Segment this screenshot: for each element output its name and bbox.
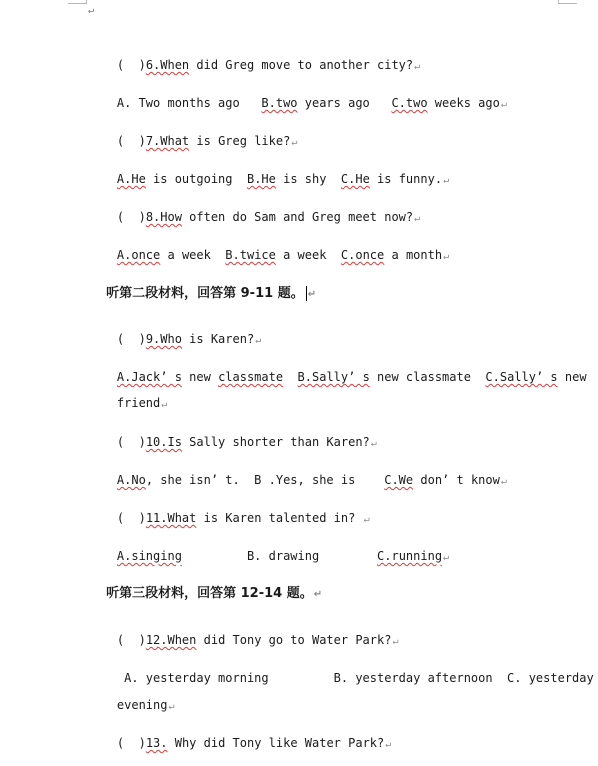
paragraph-mark-icon: ↵ bbox=[443, 175, 450, 186]
paragraph-mark-icon: ↵ bbox=[307, 289, 317, 300]
paragraph-mark-icon: ↵ bbox=[255, 335, 262, 346]
paragraph-mark-icon: ↵ bbox=[291, 137, 298, 148]
margin-corner-top-right bbox=[558, 0, 577, 4]
question-11-options: A.singing B. drawing C.running↵ bbox=[116, 549, 450, 563]
margin-corner-top-left bbox=[68, 0, 87, 4]
question-8: ( )8.How often do Sam and Greg meet now?↵ bbox=[116, 210, 421, 224]
question-7: ( )7.What is Greg like?↵ bbox=[116, 134, 298, 148]
paragraph-mark-icon: ↵ bbox=[161, 399, 168, 410]
question-9: ( )9.Who is Karen?↵ bbox=[116, 332, 262, 346]
paragraph-mark-icon: ↵ bbox=[414, 61, 421, 72]
question-12-options: A. yesterday morning B. yesterday afternoon C. yesterday bbox=[116, 671, 594, 685]
paragraph-mark-icon: ↵ bbox=[385, 739, 392, 750]
paragraph-mark-icon: ↵ bbox=[313, 589, 323, 600]
paragraph-mark-icon: ↵ bbox=[363, 514, 370, 525]
question-9-options: A.Jack’ s new classmate B.Sally’ s new classmate C.Sally’ s new bbox=[116, 370, 587, 384]
question-10: ( )10.Is Sally shorter than Karen?↵ bbox=[116, 435, 377, 449]
question-6: ( )6.When did Greg move to another city?↵ bbox=[116, 58, 421, 72]
paragraph-mark-icon: ↵ bbox=[500, 99, 507, 110]
question-6-options: A. Two months ago B.two years ago C.two weeks ago↵ bbox=[116, 96, 507, 110]
paragraph-mark-icon: ↵ bbox=[88, 5, 95, 16]
text-cursor bbox=[306, 286, 307, 301]
paragraph-mark-icon: ↵ bbox=[414, 213, 421, 224]
question-10-options: A.No, she isn’ t. B .Yes, she is C.We don’ t know↵ bbox=[116, 473, 507, 487]
question-12-options-continued: evening↵ bbox=[116, 698, 175, 712]
paragraph-mark-icon: ↵ bbox=[392, 636, 399, 647]
paragraph-mark-icon: ↵ bbox=[443, 251, 450, 262]
question-13: ( )13. Why did Tony like Water Park?↵ bbox=[116, 736, 392, 750]
paragraph-mark-icon: ↵ bbox=[500, 476, 507, 487]
question-11: ( )11.What is Karen talented in? ↵ bbox=[116, 511, 370, 525]
paragraph-mark-icon: ↵ bbox=[370, 438, 377, 449]
question-12: ( )12.When did Tony go to Water Park?↵ bbox=[116, 633, 399, 647]
paragraph-mark-icon: ↵ bbox=[443, 552, 450, 563]
question-7-options: A.He is outgoing B.He is shy C.He is funny.↵ bbox=[116, 172, 450, 186]
question-9-options-continued: friend↵ bbox=[116, 396, 168, 410]
section-3-heading: 听第三段材料，回答第 12-14 题。↵ bbox=[106, 586, 323, 601]
section-2-heading: 听第二段材料，回答第 9-11 题。 ↵ bbox=[106, 286, 317, 301]
paragraph-mark-icon: ↵ bbox=[168, 701, 175, 712]
question-8-options: A.once a week B.twice a week C.once a month↵ bbox=[116, 248, 450, 262]
